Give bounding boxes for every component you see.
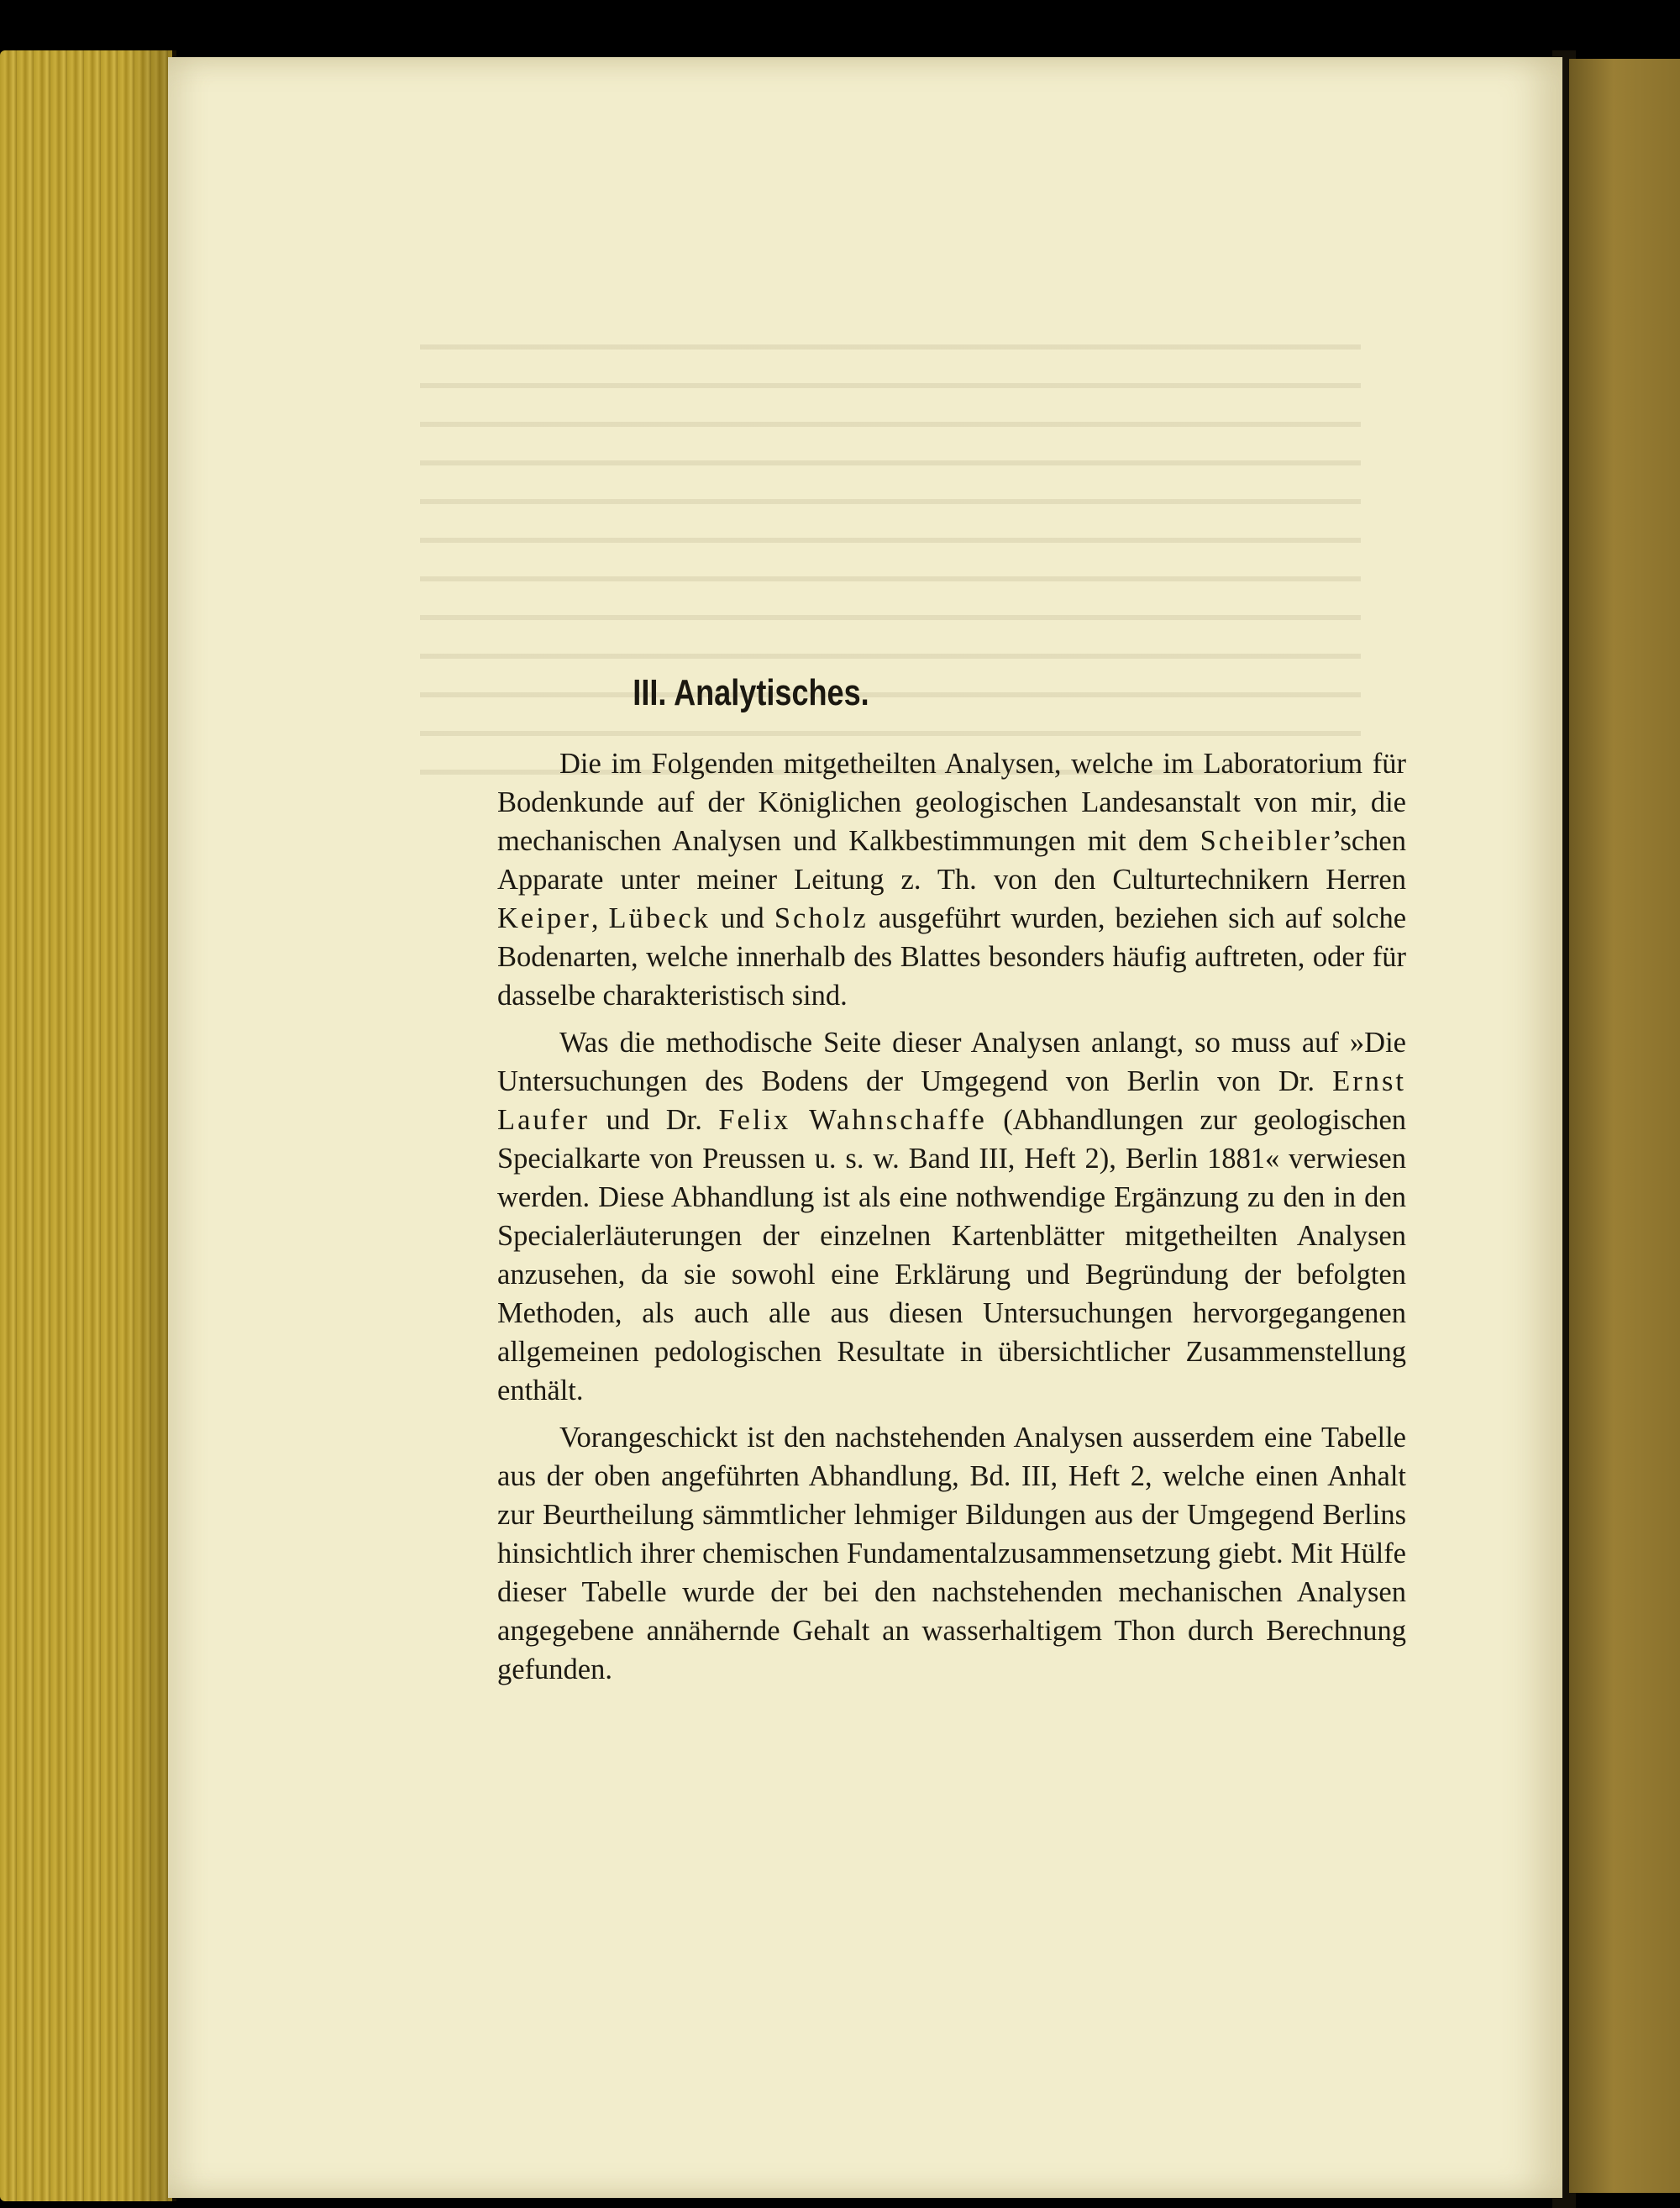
paragraph-3	[497, 1418, 1406, 1689]
person-name: Keiper	[497, 902, 591, 934]
text-segment: ’schen Apparate unter meiner Leitung z. Th. von den Culturtechnikern Herren	[497, 825, 1406, 896]
text-segment: Was die methodische Seite dieser Analysen anlangt, so muss auf »Die Untersuchungen des Bodens der Umgegend von Berlin von Dr.	[497, 1027, 1406, 1097]
facing-page-edge	[1569, 59, 1680, 2193]
text-segment: Die im Folgenden mitgetheilten Analysen, welche im Laboratorium für Bodenkunde auf der Königlichen geologischen Landesanstalt von mir, die mechanischen Analysen und Kalkbestimmungen mit dem	[497, 748, 1406, 857]
body-text	[497, 744, 1406, 1697]
person-name: Lübeck	[608, 902, 711, 934]
text-segment: und Dr.	[589, 1104, 719, 1136]
paragraph-1	[497, 744, 1406, 1015]
person-name: Scholz	[774, 902, 869, 934]
text-segment: Vorangeschickt ist den nachstehenden Analysen ausserdem eine Tabelle aus der oben angeführten Abhandlung, Bd. III, Heft 2, welche einen Anhalt zur Beurtheilung sämmtlicher lehmiger Bildungen aus der Umgegend Berlins hinsichtlich ihrer chemischen Fundamentalzusammensetzung giebt. Mit Hülfe dieser Tabelle wurde der bei den nachstehenden mechanischen Analysen angegebene annähernde Gehalt an wasserhaltigem Thon durch Berechnung gefunden.	[497, 1422, 1406, 1685]
text-segment: (Abhandlungen zur geologischen Specialkarte von Preussen u. s. w. Band III, Heft 2), Berlin 1881« verwiesen werden. Diese Abhandlung ist als eine nothwendige Ergänzung zu den in den Specialerläuterungen der einzelnen Kartenblätter mitgetheilten Analysen anzusehen, da sie sowohl eine Erklärung und Begründung der befolgten Methoden, als auch alle aus diesen Untersuchungen hervorgegangenen allgemeinen pedologischen Resultate in übersichtlicher Zusammenstellung enthält.	[497, 1104, 1407, 1406]
person-name: Felix Wahnschaffe	[718, 1104, 987, 1136]
text-segment: und	[711, 902, 774, 934]
person-name: Ernst Laufer	[497, 1065, 1406, 1136]
bleed-through-text	[420, 319, 1361, 790]
paragraph-2	[497, 1023, 1406, 1410]
text-segment: ,	[591, 902, 609, 934]
person-name: Scheibler	[1200, 825, 1332, 857]
section-heading: III. Analytisches.	[633, 672, 869, 713]
text-segment: ausgeführt wurden, beziehen sich auf solche Bodenarten, welche innerhalb des Blattes besonders häufig auftreten, oder für dasselbe charakteristisch sind.	[497, 902, 1407, 1012]
